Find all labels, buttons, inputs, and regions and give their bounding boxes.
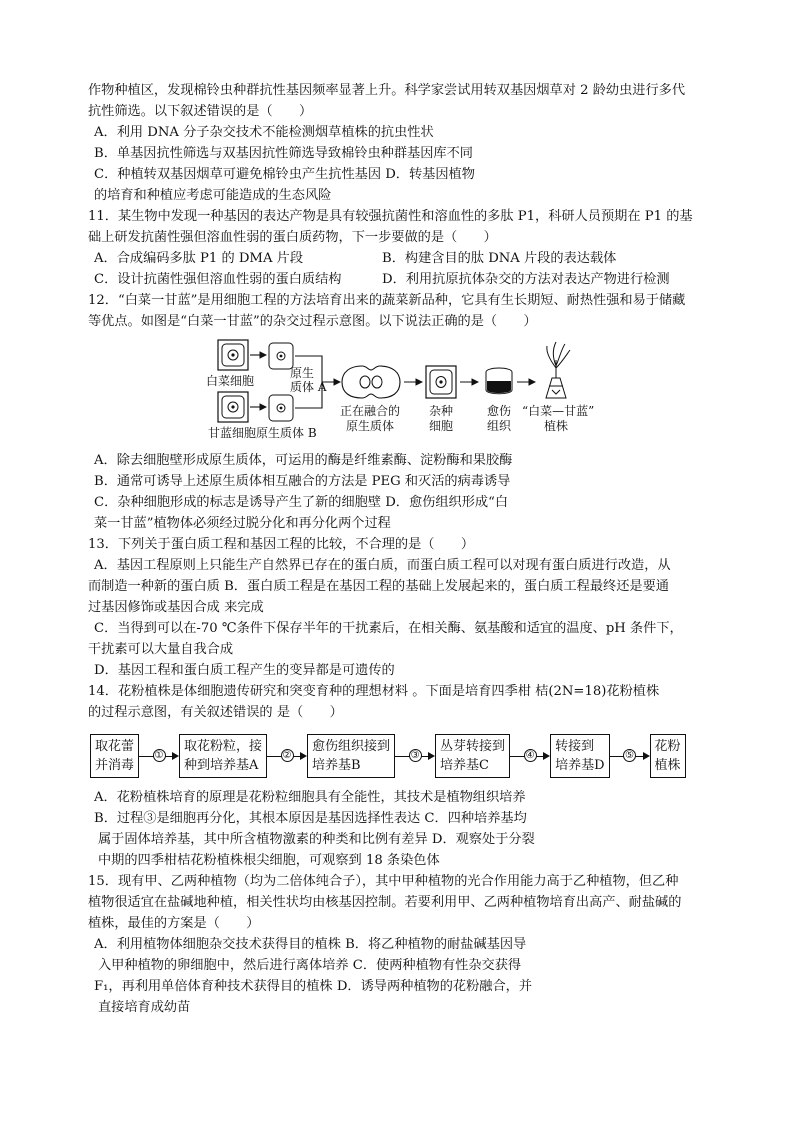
flow-step-medium-b [307,734,395,778]
q10-option-a: A．利用 DNA 分子杂交技术不能检测烟草植株的抗虫性状 [94,125,434,140]
q15-option-c-cont: F₁，再利用单倍体育种技术获得目的植株 D．诱导两种植物的花粉融合，并 [94,979,533,994]
q12-option-a: A．除去细胞壁形成原生质体，可运用的酶是纤维素酶、淀粉酶和果胶酶 [94,453,513,468]
step-number-2: ② [281,749,294,762]
step-number-1: ① [153,749,166,762]
step-number-5: ⑤ [623,749,636,762]
q12-option-cd: C．杂种细胞形成的标志是诱导产生了新的细胞壁 D．愈伤组织形成“白 [94,495,509,510]
q10-stem-line1: 作物种植区，发现棉铃虫种群抗性基因频率显著上升。科学家尝试用转双基因烟草对 2 龄幼虫进行多代 [88,83,686,98]
label-callus-1: 愈伤 [487,404,512,418]
label-protoplast-a-2: 质体 A [290,380,327,394]
flow-step-medium-c-l1: 丛芽转接到 [440,739,506,754]
label-protoplast-a-1: 原生 [290,366,315,380]
cell-fusion-diagram [206,338,616,446]
flow-arrow-2 [267,749,307,763]
q14-option-a: A．花粉植株培育的原理是花粉粒细胞具有全能性，其技术是植物组织培养 [94,790,526,805]
step-number-3: ③ [409,749,422,762]
hybrid-cell-icon [426,366,456,398]
label-protoplast-b: 原生质体 B [256,426,317,440]
q11-stem-line1: 11．某生物中发现一种基因的表达产物是具有较强抗菌性和溶血性的多肽 P1，科研人员预期在 P1 的基 [88,209,693,224]
flow-step-bud-l2: 并消毒 [95,758,135,773]
q15-option-ab: A．利用植物体细胞杂交技术获得目的植株 B．将乙种植物的耐盐碱基因导 [94,937,527,952]
pollen-culture-flowchart [90,733,710,779]
flow-arrow-4 [510,749,550,763]
q12-option-d-cont: 菜一甘蓝”植物体必须经过脱分化和再分化两个过程 [94,516,391,531]
flow-step-medium-b-l2: 培养基B [312,758,361,773]
q12-stem-line2: 等优点。如图是“白菜一甘蓝”的杂交过程示意图。以下说法正确的是（ ） [88,314,537,329]
fusing-protoplasts-icon [342,366,400,398]
q15-option-b-cont: 入甲种植物的卵细胞中，然后进行离体培养 C．使两种植物有性杂交获得 [98,958,522,973]
flow-arrow-1 [139,749,179,763]
protoplast-b-icon [269,395,293,421]
flow-step-medium-d [550,734,609,778]
q11-option-a: A．合成编码多肽 P1 的 DMA 片段 [94,251,304,266]
flow-step-pollen-plant-l1: 花粉 [654,739,681,754]
flow-step-medium-c [435,734,510,778]
label-plant-2: 植株 [544,419,569,433]
q13-option-ab-line1: A．基因工程原则上只能生产自然界已存在的蛋白质，而蛋白质工程可以对现有蛋白质进行改造，从 [94,558,671,573]
cabbage-cell-icon [218,340,248,370]
flow-arrow-5 [610,749,650,763]
flow-step-medium-a-l2: 种到培养基A [184,758,259,773]
flow-step-medium-d-l2: 培养基D [555,758,605,773]
q10-option-d-cont: 的培育和种植应考虑可能造成的生态风险 [94,188,332,203]
label-kale-cell: 甘蓝细胞 [208,426,257,440]
q13-option-ab-line2: 而制造一种新的蛋白质 B．蛋白质工程是在基因工程的基础上发展起来的，蛋白质工程最终还是要通 [88,579,669,594]
q11-option-c: C．设计抗菌性强但溶血性弱的蛋白质结构 [94,272,342,287]
callus-tissue-icon [486,368,512,394]
q13-stem: 13．下列关于蛋白质工程和基因工程的比较，不合理的是（ ） [88,537,475,552]
q11-options-cd [88,269,710,290]
kale-cell-icon [218,392,248,422]
label-cabbage-cell: 白菜细胞 [206,374,255,388]
q14-option-d-cont: 中期的四季柑桔花粉植株根尖细胞，可观察到 18 条染色体 [98,853,440,868]
plantlet-icon [546,342,570,398]
flow-step-medium-a [179,734,267,778]
flow-step-bud [90,734,139,778]
q13-option-c-line2: 干扰素可以大量自我合成 [88,642,234,657]
q10-option-b: B．单基因抗性筛选与双基因抗性筛选导致棉铃虫种群基因库不同 [94,146,473,161]
q15-stem-line2: 植物很适宜在盐碱地种植，相关性状均由核基因控制。若要利用甲、乙两种植物培育出高产、耐盐碱的 [88,895,682,910]
q11-option-b: B．构建含目的肽 DNA 片段的表达载体 [382,251,617,266]
q14-option-c-cont: 属于固体培养基，其中所含植物激素的种类和比例有差异 D．观察处于分裂 [98,832,535,847]
label-callus-2: 组织 [487,419,512,433]
q13-option-c-line1: C．当得到可以在-70 ℃条件下保存半年的干扰素后，在相关酶、氨基酸和适宜的温度、pH 条件下， [94,621,683,636]
q13-option-d: D．基因工程和蛋白质工程产生的变异都是可遗传的 [94,663,395,678]
label-hybrid-1: 杂种 [429,404,454,418]
step-number-4: ④ [524,749,537,762]
q12-stem-line1: 12．“白菜一甘蓝”是用细胞工程的方法培育出来的蔬菜新品种，它具有生长期短、耐热性强和易于储藏 [88,293,686,308]
flow-step-pollen-plant-l2: 植株 [654,758,681,773]
q12-option-b: B．通常可诱导上述原生质体相互融合的方法是 PEG 和灭活的病毒诱导 [94,474,511,489]
flow-step-bud-l1: 取花蕾 [95,739,135,754]
q11-options-ab [88,248,710,269]
label-fusing-2: 原生质体 [346,419,395,433]
q10-option-cd: C．种植转双基因烟草可避免棉铃虫产生抗性基因 D．转基因植物 [94,167,475,182]
exam-page [88,80,710,1018]
q15-stem-line1: 15．现有甲、乙两种植物（均为二倍体纯合子），其中甲种植物的光合作用能力高于乙种植物，但乙种 [88,874,679,889]
flow-step-pollen-plant [650,734,686,778]
q11-stem-line2: 础上研发抗菌性强但溶血性弱的蛋白质药物，下一步要做的是（ ） [88,230,497,245]
label-plant-1: “白菜—甘蓝” [522,404,595,418]
q15-stem-line3: 植株，最佳的方案是（ ） [88,916,260,931]
q13-option-ab-line3: 过基因修饰或基因合成 来完成 [88,600,264,615]
q11-option-d: D．利用抗原抗体杂交的方法对表达产物进行检测 [382,272,670,287]
q14-stem-line2: 的过程示意图，有关叙述错误的 是（ ） [88,705,343,720]
q10-stem-line2: 抗性筛选。以下叙述错误的是（ ） [88,104,313,119]
flow-step-medium-b-l1: 愈伤组织接到 [312,739,391,754]
q15-option-d-cont: 直接培育成幼苗 [98,1000,191,1015]
flow-step-medium-d-l1: 转接到 [555,739,595,754]
label-hybrid-2: 细胞 [429,419,454,433]
flow-arrow-3 [395,749,435,763]
q14-stem-line1: 14．花粉植株是体细胞遗传研究和突变育种的理想材料 。下面是培育四季柑 桔(2N=18)花粉植株 [88,684,660,699]
q14-option-bc: B．过程③是细胞再分化，其根本原因是基因选择性表达 C．四种培养基均 [94,811,527,826]
flow-step-medium-c-l2: 培养基C [440,758,489,773]
flow-step-medium-a-l1: 取花粉粒，接 [184,739,263,754]
label-fusing-1: 正在融合的 [340,404,401,418]
